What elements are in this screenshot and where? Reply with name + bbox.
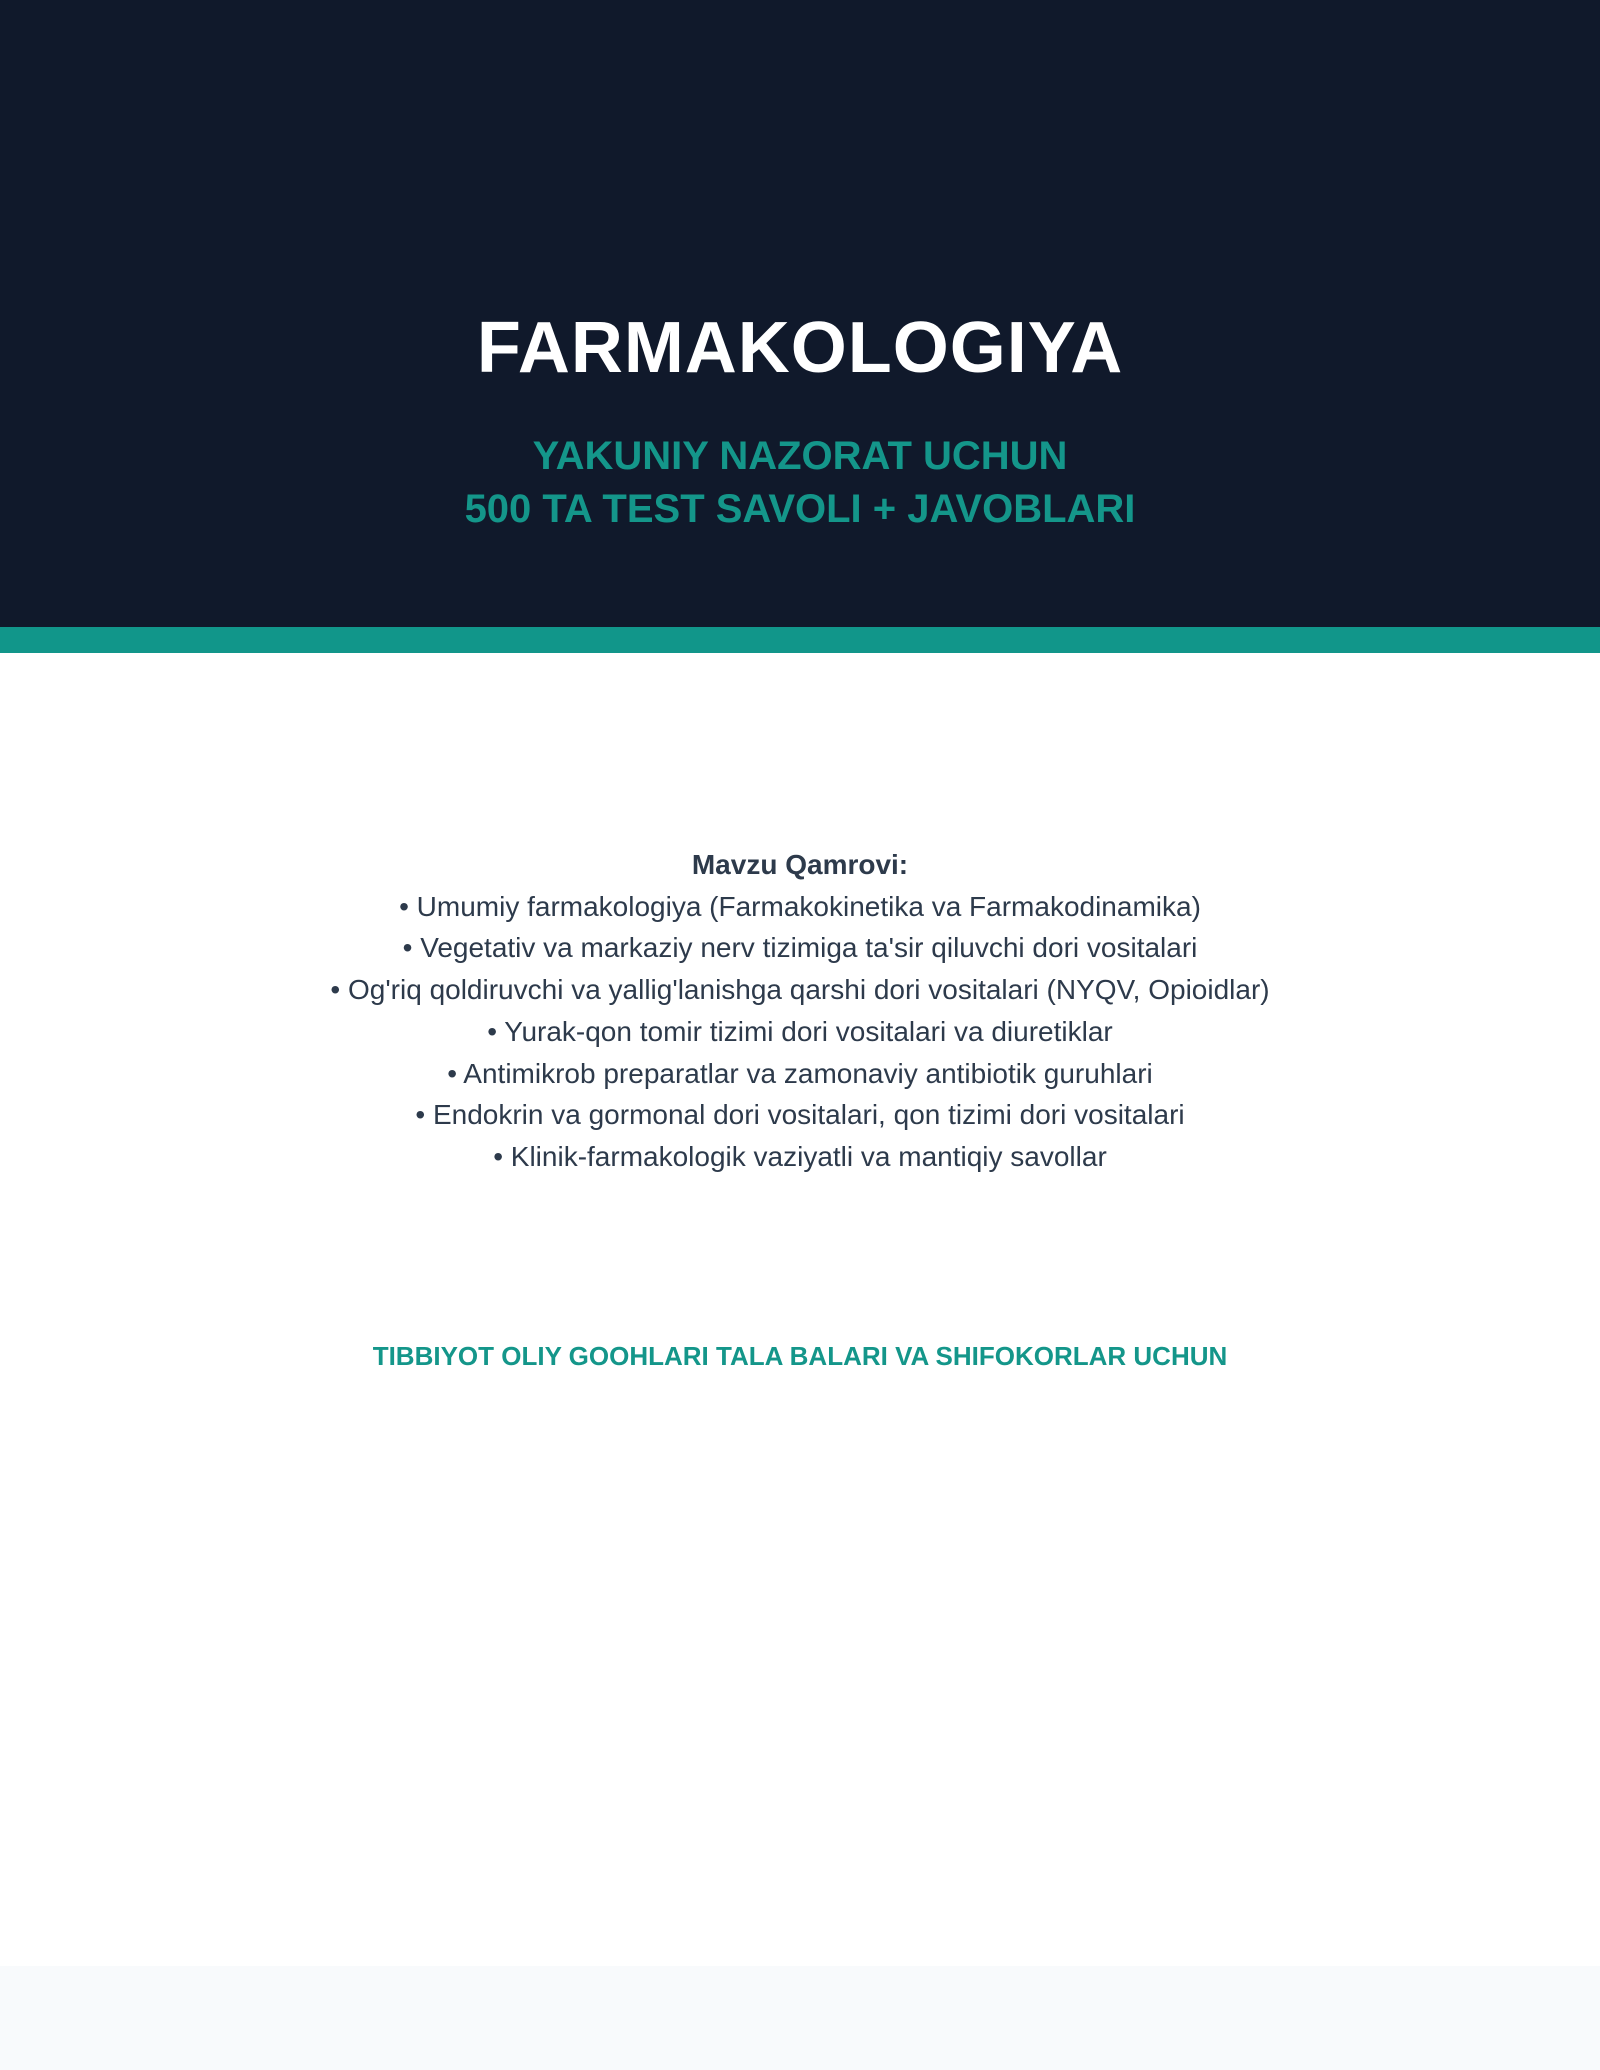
document-subtitle — [0, 430, 1600, 536]
topic-item: • Antimikrob preparatlar va zamonaviy antibiotik guruhlari — [447, 1057, 1153, 1089]
footer-band — [0, 1966, 1600, 2070]
topic-item: • Umumiy farmakologiya (Farmakokinetika va Farmakodinamika) — [399, 890, 1201, 922]
topic-item: • Klinik-farmakologik vaziyatli va mantiqiy savollar — [493, 1140, 1107, 1172]
topics-list — [0, 886, 1600, 1178]
subtitle-line: YAKUNIY NAZORAT UCHUN — [532, 434, 1068, 478]
topics-heading: Mavzu Qamrovi: — [691, 849, 909, 880]
subtitle-line: 500 TA TEST SAVOLI + JAVOBLARI — [464, 487, 1136, 531]
topic-item: • Vegetativ va markaziy nerv tizimiga ta'sir qiluvchi dori vositalari — [402, 932, 1198, 964]
topics-section — [0, 844, 1600, 1178]
cover-header — [0, 0, 1600, 627]
accent-divider — [0, 627, 1600, 653]
audience-line: TIBBIYOT OLIY GOOHLARI TALA BALARI VA SHIFOKORLAR UCHUN — [372, 1341, 1228, 1371]
topic-item: • Og'riq qoldiruvchi va yallig'lanishga qarshi dori vositalari (NYQV, Opioidlar) — [330, 974, 1270, 1006]
document-title: FARMAKOLOGIYA — [476, 308, 1124, 388]
topic-item: • Endokrin va gormonal dori vositalari, qon tizimi dori vositalari — [415, 1099, 1185, 1131]
topic-item: • Yurak-qon tomir tizimi dori vositalari va diuretiklar — [487, 1015, 1113, 1047]
